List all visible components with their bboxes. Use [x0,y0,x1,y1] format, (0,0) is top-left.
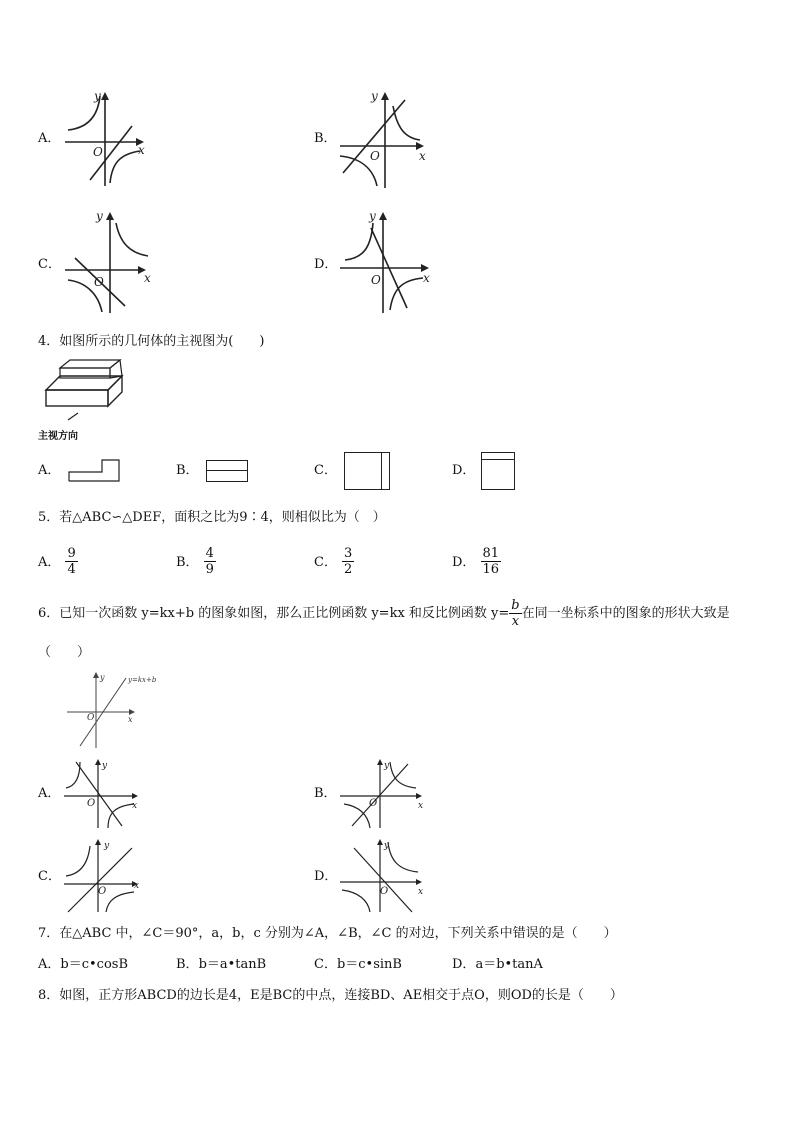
q3-option-b-label: B． [314,131,337,146]
numerator: 3 [344,546,353,561]
q6-stem-part2: 在同一坐标系中的图象的形状大致是 [521,606,730,621]
x-axis-label: x [144,271,151,285]
q8-stem: 8．如图，正方形ABCD的边长是4，E是BC的中点，连接BD、AE相交于点O，则OD的长是（ ） [38,988,623,1003]
q6-stem-part1: 6．已知一次函数 y=kx+b 的图象如图，那么正比例函数 y=kx 和反比例函数 y= [38,606,510,621]
q4-solid-figure [38,358,128,418]
origin-label: O [98,886,107,897]
x-axis-label: x [418,887,424,897]
q3-graph-b [335,88,435,193]
q4-stem: 4．如图所示的几何体的主视图为( ) [38,334,265,349]
y-axis-label: y [96,209,103,223]
x-axis-label: x [132,801,138,811]
origin-label: O [94,275,104,289]
denominator: 16 [482,562,500,577]
numerator: b [511,598,520,613]
option-text: b＝c•cosB [60,957,128,972]
option-label: A． [38,957,61,972]
q6-graph-d [338,838,428,914]
q6-option-c-label: C． [38,869,61,884]
q6-stem [38,598,730,629]
q3-option-a-label: A． [38,131,61,146]
x-axis-label: x [134,881,140,891]
q7-stem: 7．在△ABC 中，∠C＝90°，a，b，c 分别为∠A，∠B，∠C 的对边，下列关系中错误的是（ ） [38,926,617,941]
q5-stem: 5．若△ABC∽△DEF，面积之比为9∶4，则相似比为（ ） [38,510,386,525]
y-axis-label: y [384,841,390,851]
q4-option-b-figure [206,460,248,482]
origin-label: O [371,273,381,287]
q5-option-d [452,546,501,577]
q5-option-b [176,546,216,577]
q7-option-a [38,956,128,974]
y-axis-label: y [384,761,390,771]
q4-option-a-figure [68,458,120,482]
q5-option-a [38,546,78,577]
q3-graph-a [60,88,160,188]
q7-option-b [176,956,266,974]
q6-option-d-label: D． [314,869,338,884]
option-label: A． [38,555,61,570]
denominator: x [511,614,520,629]
q7-option-c [314,956,402,974]
x-axis-label: x [418,801,424,811]
origin-label: O [87,713,95,723]
y-axis-label: y [369,209,376,223]
denominator: 4 [67,562,76,577]
option-text: a＝b•tanA [475,957,543,972]
q4-option-b-label: B． [176,463,199,478]
origin-label: O [369,798,378,809]
denominator: 9 [205,562,214,577]
x-axis-label: x [128,715,133,724]
y-axis-label: y [100,673,105,682]
numerator: 4 [205,546,214,561]
q3-graph-c [60,208,160,318]
q3-option-c-label: C． [38,257,61,272]
option-text: b＝c•sinB [336,957,402,972]
q6-paren: （ ） [38,645,91,660]
option-label: C． [314,957,337,972]
q3-graph-d [335,208,435,318]
y-axis-label: y [371,89,378,103]
q4-option-c-label: C． [314,463,337,478]
q5-option-c [314,546,354,577]
option-label: D． [452,957,476,972]
option-text: b＝a•tanB [198,957,267,972]
option-label: C． [314,555,337,570]
y-axis-label: y [104,841,110,851]
numerator: 9 [67,546,76,561]
denominator: 2 [344,562,353,577]
option-label: B． [176,957,199,972]
x-axis-label: x [423,271,430,285]
x-axis-label: x [419,149,426,163]
origin-label: O [93,145,103,159]
q6-option-b-label: B． [314,786,337,801]
origin-label: O [380,886,389,897]
q4-direction-label: 主视方向 [38,431,78,442]
q4-option-d-figure [481,452,515,490]
origin-label: O [370,149,380,163]
origin-label: O [87,798,96,809]
x-axis-label: x [138,143,145,157]
option-label: D． [452,555,476,570]
line-equation-label: y=kx+b [128,676,157,684]
numerator: 81 [482,546,500,561]
q6-option-a-label: A． [38,786,61,801]
q4-option-a-label: A． [38,463,61,478]
y-axis-label: y [94,89,101,103]
q6-graph-c [62,838,147,914]
q6-graph-b [338,758,428,830]
q3-option-d-label: D． [314,257,338,272]
option-label: B． [176,555,199,570]
y-axis-label: y [102,761,108,771]
q6-graph-a [62,758,147,830]
q4-option-c-figure [344,452,390,490]
q4-option-d-label: D． [452,463,476,478]
q6-linear-graph [62,670,157,750]
q7-option-d [452,956,543,974]
